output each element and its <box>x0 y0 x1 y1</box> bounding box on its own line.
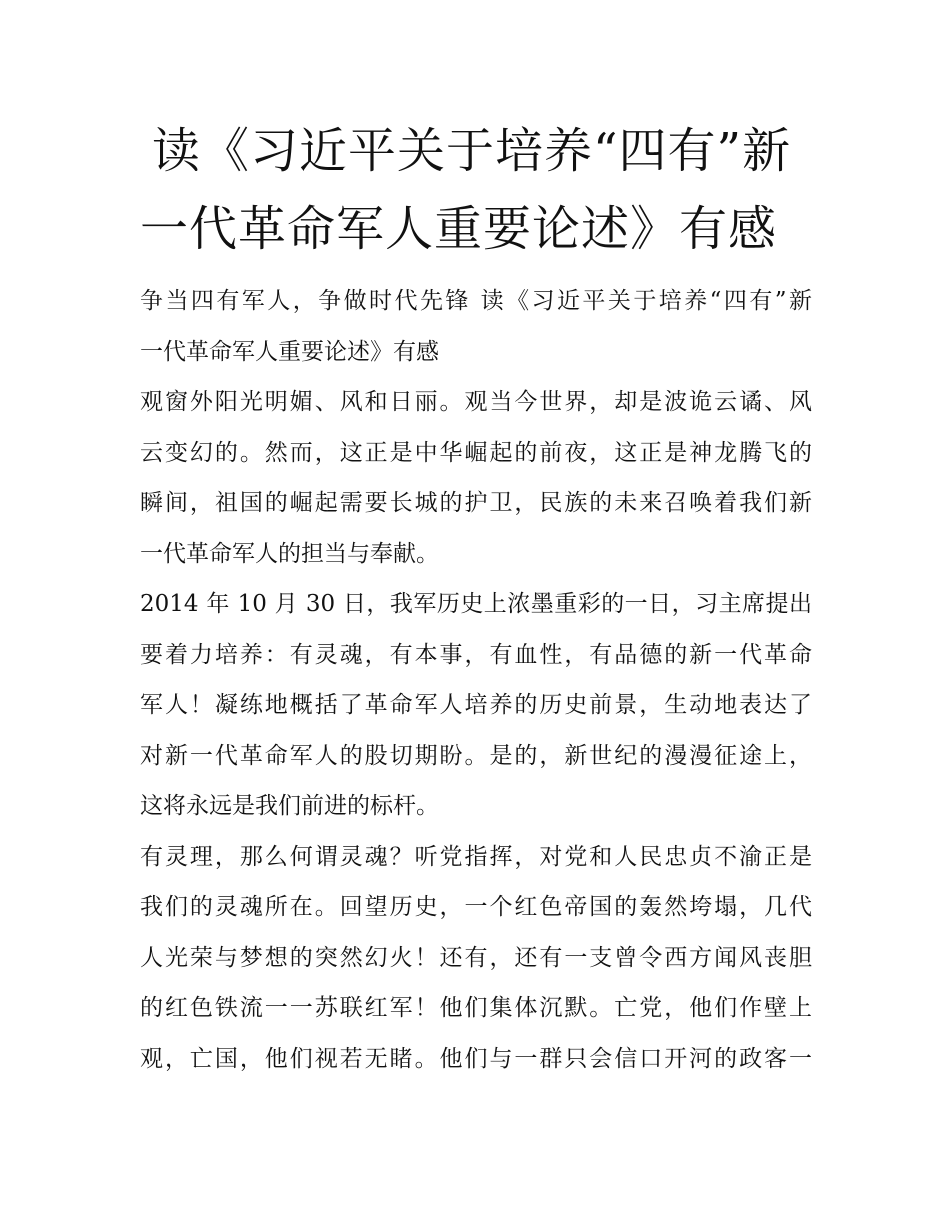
document-title <box>140 112 812 268</box>
title-spacer <box>140 268 812 276</box>
body-line-14: 人光荣与梦想的突然幻火！还有，还有一支曾令西方闻风丧胆 <box>140 944 812 971</box>
body-line-4: 云变幻的。然而，这正是中华崛起的前夜，这正是神龙腾飞的 <box>140 439 812 466</box>
body-line-10: 对新一代革命军人的股切期盼。是的，新世纪的漫漫征途上， <box>140 742 812 769</box>
document-body <box>140 276 812 1084</box>
body-line-16: 观，亡国，他们视若无睹。他们与一群只会信口开河的政客一 <box>140 1045 812 1072</box>
body-line-15: 的红色铁流一一苏联红军！他们集体沉默。亡党，他们作壁上 <box>140 995 812 1021</box>
body-line-9: 军人！凝练地概括了革命军人培养的历史前景，生动地表达了 <box>140 692 812 718</box>
body-line-11: 这将永远是我们前进的标杆。 <box>140 793 439 819</box>
title-line-2: 一代革命军人重要论述》有感 <box>140 201 778 257</box>
body-line-3: 观窗外阳光明媚、风和日丽。观当今世界，却是波诡云谲、风 <box>140 389 812 415</box>
title-line-1: 读《习近平关于培养“四有”新 <box>152 123 792 179</box>
body-line-1: 争当四有军人，争做时代先锋 读《习近平关于培养“四有”新 <box>140 288 812 314</box>
body-line-5: 瞬间，祖国的崛起需要长城的护卫，民族的未来召唤着我们新 <box>140 490 812 516</box>
body-line-6: 一代革命军人的担当与奉献。 <box>140 540 439 567</box>
body-line-12: 有灵理，那么何谓灵魂？听党指挥，对党和人民忠贞不渝正是 <box>140 843 812 870</box>
body-line-13: 我们的灵魂所在。回望历史，一个红色帝国的轰然垮塌，几代 <box>140 894 812 920</box>
body-line-2: 一代革命军人重要论述》有感 <box>140 338 439 365</box>
body-line-7: 2014 年 10 月 30 日，我军历史上浓墨重彩的一日，习主席提出 <box>140 591 812 617</box>
body-line-8: 要着力培养：有灵魂，有本事，有血性，有品德的新一代革命 <box>140 641 812 668</box>
document-page <box>140 112 812 1084</box>
